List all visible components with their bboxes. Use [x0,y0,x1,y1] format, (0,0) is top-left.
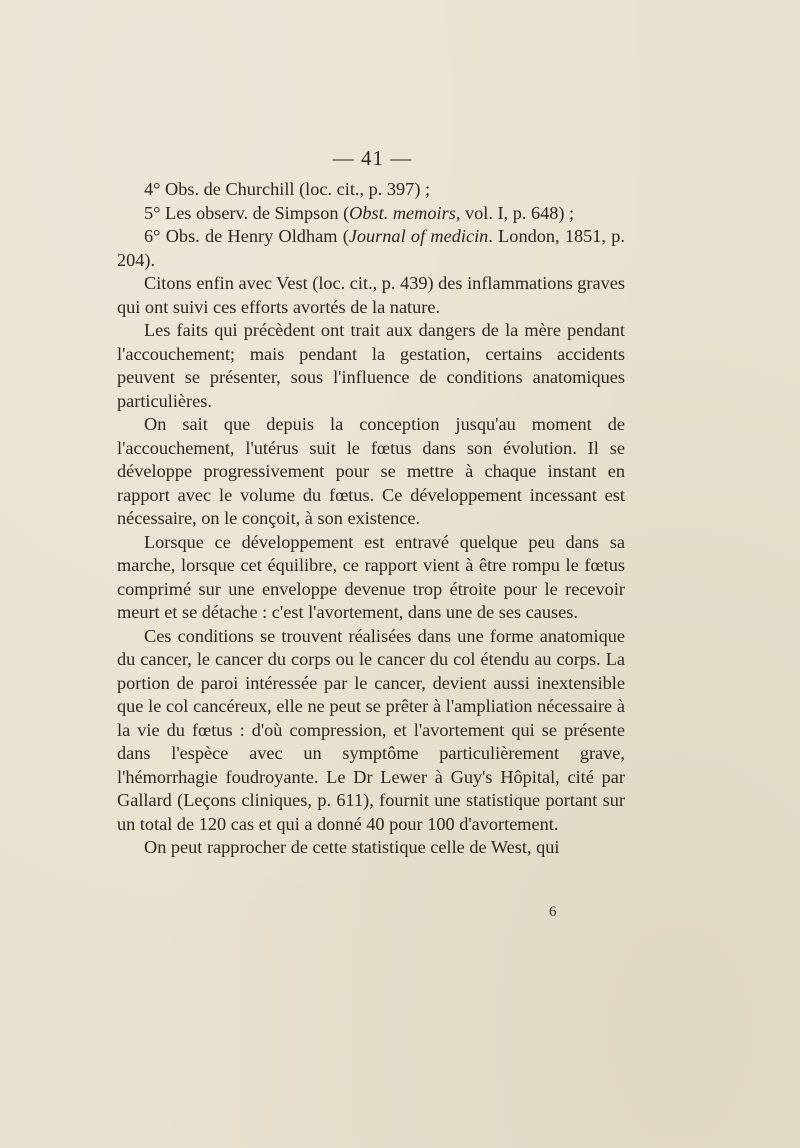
paragraph: On peut rapprocher de cette statistique celle de West, qui [144,837,560,857]
paragraph: Lorsque ce développement est entravé quelque peu dans sa marche, lorsque cet équilibre, ce rapport vient à être rompu le fœtus comprimé sur une enveloppe devenue trop étroite pour le recevoir meurt et se détache : c'est l'avortement, dans une de ses causes. [117,531,625,622]
paragraph: Citons enfin avec Vest (loc. cit., p. 439) des inflammations graves qui ont suivi ces efforts avortés de la nature. [117,273,625,317]
page-number-header: — 41 — [332,146,413,170]
list-item: 5° Les observ. de Simpson (Obst. memoirs, vol. I, p. 648) ; [144,202,575,223]
paragraph: Les faits qui précèdent ont trait aux dangers de la mère pendant l'accouchement; mais pendant la gestation, certains accidents peuvent se présenter, sous l'influence de conditions anatomiques particulières. [117,320,625,411]
signature-mark: 6 [549,904,557,920]
list-item: 4° Obs. de Churchill (loc. cit., p. 397) ; [144,179,431,199]
paragraph: On sait que depuis la conception jusqu'au moment de l'accouchement, l'utérus suit le fœtus dans son évolution. Il se développe progressivement pour se mettre à chaque instant en rapport avec le volume du fœtus. Ce développement incessant est nécessaire, on le conçoit, à son existence. [117,414,625,528]
list-item: 6° Obs. de Henry Oldham (Journal of medicin. London, 1851, p. 204). [117,226,625,270]
paragraph: Ces conditions se trouvent réalisées dans une forme anatomique du cancer, le cancer du corps ou le cancer du col étendu au corps. La portion de paroi intéressée par le cancer, devient aussi inextensible que le col cancéreux, elle ne peut se prêter à l'ampliation nécessaire à la vie du fœtus : d'où compression, et l'avortement qui se présente dans l'espèce avec un symptôme particulièrement grave, l'hémorrhagie foudroyante. Le Dr Lewer à Guy's Hôpital, cité par Gallard (Leçons cliniques, p. 611), fournit une statistique portant sur un total de 120 cas et qui a donné 40 pour 100 d'avortement. [117,625,625,834]
body-text [117,178,625,860]
